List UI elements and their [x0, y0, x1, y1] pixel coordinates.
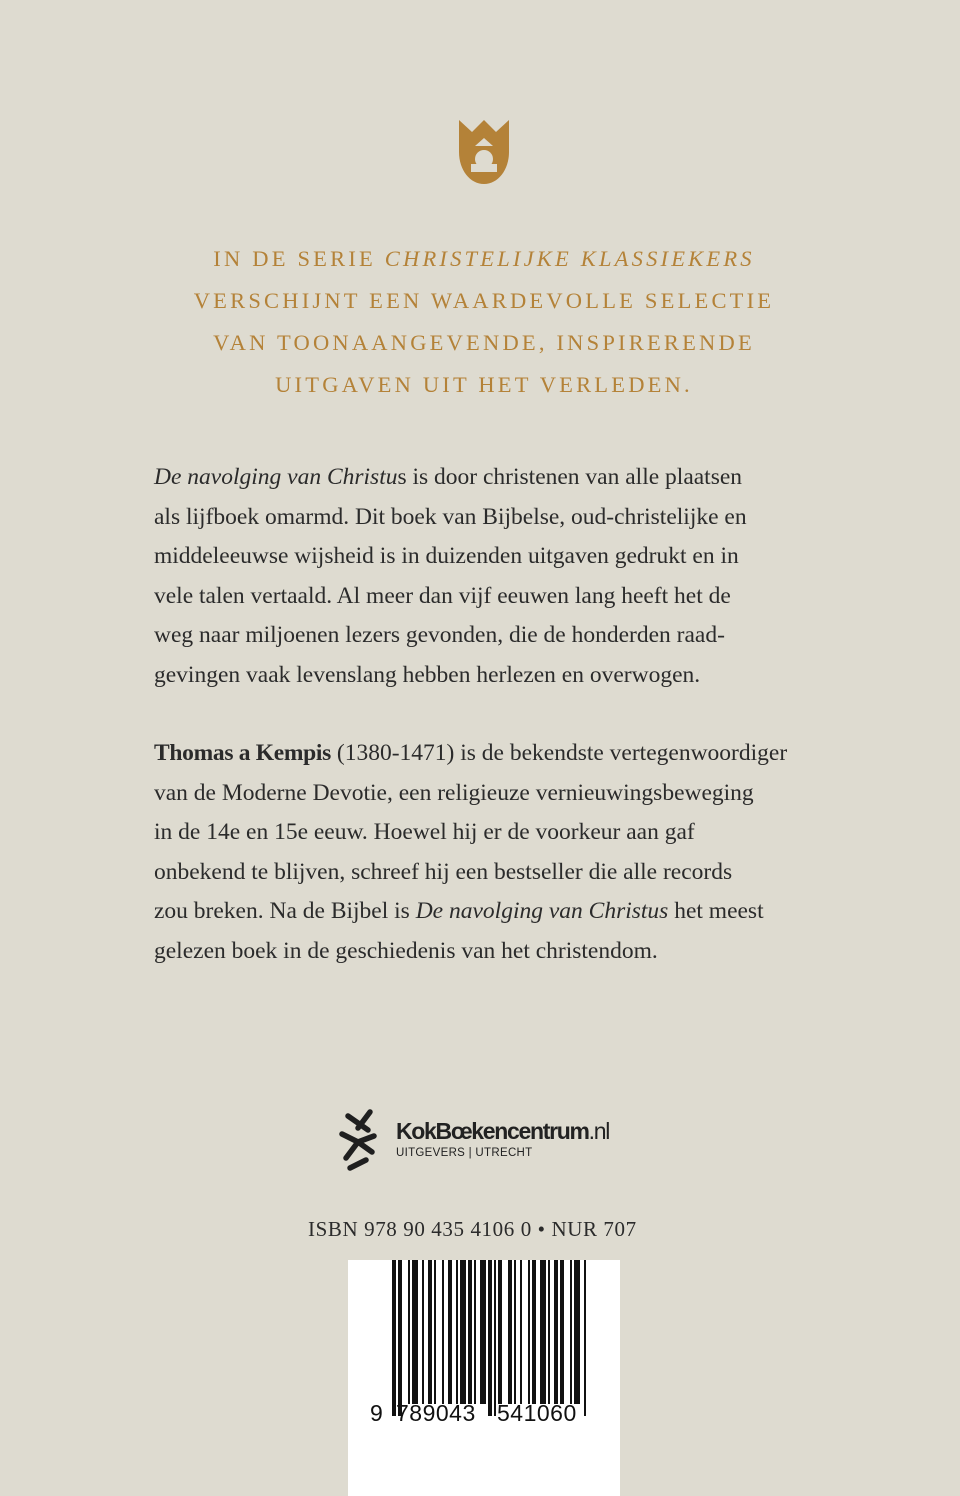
barcode-bar — [456, 1260, 458, 1404]
barcode-bar — [412, 1260, 418, 1404]
publisher-crest-icon — [457, 118, 511, 186]
description-line-5: weg naar miljoenen lezers gevonden, die de honderden raad- — [154, 622, 725, 648]
barcode-bar — [480, 1260, 486, 1404]
barcode-bar — [528, 1260, 530, 1404]
barcode-bar — [468, 1260, 472, 1404]
barcode-bar — [548, 1260, 550, 1404]
barcode-bar — [474, 1260, 476, 1404]
barcode-bar — [570, 1260, 572, 1404]
series-description — [150, 238, 818, 406]
barcode-icon — [348, 1260, 620, 1496]
barcode-bar — [574, 1260, 580, 1404]
description-line-2: als lijfboek omarmd. Dit boek van Bijbelse, oud-christelijke en — [154, 503, 747, 530]
bio-line-5: zou breken. Na de Bijbel is De navolging van Christus het meest — [154, 898, 764, 924]
author-name: Thomas a Kempis — [154, 740, 331, 766]
description-line-3: middeleeuwse wijsheid is in duizenden uitgaven gedrukt en in — [154, 543, 739, 569]
publisher-subline: UITGEVERS | UTRECHT — [396, 1147, 533, 1159]
series-name: CHRISTELIJKE KLASSIEKERS — [384, 246, 755, 271]
barcode-bar — [442, 1260, 444, 1404]
barcode-bar — [460, 1260, 466, 1404]
barcode-lead-digit: 9 — [370, 1400, 384, 1426]
bio-line-2: van de Moderne Devotie, een religieuze vernieuwingsbeweging — [154, 779, 754, 806]
barcode-bar — [392, 1260, 396, 1416]
barcode-bar — [554, 1260, 558, 1404]
barcode-bar — [514, 1260, 516, 1404]
series-line-4: UITGAVEN UIT HET VERLEDEN. — [275, 372, 693, 397]
barcode-bar — [498, 1260, 502, 1404]
series-line-3: VAN TOONAANGEVENDE, INSPIRERENDE — [213, 330, 755, 355]
isbn-line: ISBN 978 90 435 4106 0 • NUR 707 — [308, 1217, 637, 1241]
bio-line-1: Thomas a Kempis (1380-1471) is de bekendste vertegenwoordiger — [154, 740, 788, 766]
barcode-bar — [494, 1260, 496, 1416]
barcode-bar — [434, 1260, 436, 1404]
barcode-bar — [540, 1260, 546, 1404]
series-line-2: VERSCHIJNT EEN WAARDEVOLLE SELECTIE — [193, 288, 775, 313]
publisher-logo-icon — [338, 1108, 378, 1174]
barcode-bar — [560, 1260, 564, 1404]
bio-line-6: gelezen boek in de geschiedenis van het christendom. — [154, 937, 658, 964]
barcode-bar — [398, 1260, 402, 1416]
barcode — [348, 1260, 620, 1496]
barcode-bar — [448, 1260, 452, 1404]
barcode-bar — [488, 1260, 492, 1416]
barcode-bar — [408, 1260, 410, 1404]
book-title: De navolging van Christu — [154, 464, 398, 490]
barcode-bar — [508, 1260, 512, 1404]
bio-line-3: in de 14e en 15e eeuw. Hoewel hij er de voorkeur aan gaf — [154, 819, 695, 845]
author-bio — [154, 734, 834, 971]
book-title-inline: De navolging van Christus — [415, 898, 669, 924]
series-line-1: IN DE SERIE CHRISTELIJKE KLASSIEKERS — [213, 246, 755, 271]
barcode-group-2: 541060 — [497, 1400, 577, 1426]
bio-line-4: onbekend te blijven, schreef hij een bestseller die alle records — [154, 858, 733, 885]
barcode-group-1: 789043 — [396, 1400, 476, 1426]
publisher-logo — [338, 1108, 638, 1174]
barcode-bar — [532, 1260, 536, 1404]
description-line-1: De navolging van Christus is door christenen van alle plaatsen — [154, 464, 743, 490]
publisher-name: KokBœkencentrum.nl — [396, 1118, 610, 1144]
barcode-bar — [520, 1260, 522, 1404]
barcode-bar — [584, 1260, 586, 1416]
description-line-6: gevingen vaak levenslang hebben herlezen en overwogen. — [154, 661, 701, 688]
description-line-4: vele talen vertaald. Al meer dan vijf eeuwen lang heeft het de — [154, 582, 731, 609]
barcode-bar — [422, 1260, 424, 1404]
book-description — [154, 458, 834, 695]
barcode-bar — [428, 1260, 432, 1404]
